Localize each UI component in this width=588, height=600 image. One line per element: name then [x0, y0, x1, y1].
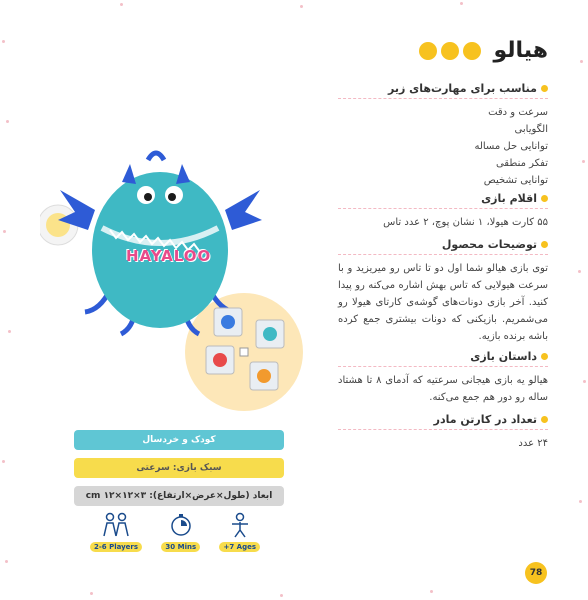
bullet-icon — [541, 416, 548, 423]
edge-dot — [8, 330, 11, 333]
section-heading — [338, 413, 548, 426]
timer-icon — [168, 512, 194, 538]
skills-heading: مناسب برای مهارت‌های زیر — [388, 82, 537, 95]
title-row — [419, 38, 548, 63]
section-heading — [338, 192, 548, 205]
ages-info — [219, 512, 260, 552]
divider — [338, 366, 548, 367]
story-text: هیالو یه بازی هیجانی سرعتیه که آدمای ۸ تا هشتاد ساله رو دور هم جمع می‌کنه. — [338, 375, 549, 403]
description-text: توی بازی هیالو شما اول دو تا تاس رو میریزید و با سرعت هیولایی که تاس بهش اشاره می‌کنه رو پیدا کنید. آخر بازی دونات‌های گوشه‌ی کارتای هیولا رو می‌شمریم. بازیکنی که دونات بیشتری جمع کرده باشه برنده بازیه. — [338, 263, 548, 342]
story-heading: داستان بازی — [470, 350, 537, 363]
story-section — [338, 350, 548, 406]
description-section — [338, 238, 548, 345]
carton-text: ۲۴ عدد — [518, 438, 548, 449]
players-label: 2-6 Players — [90, 542, 142, 552]
edge-dot — [2, 460, 5, 463]
edge-dot — [90, 592, 93, 595]
ages-label: +7 Ages — [219, 542, 260, 552]
edge-dot — [582, 160, 585, 163]
edge-dot — [120, 3, 123, 6]
edge-dot — [430, 590, 433, 593]
divider — [338, 429, 548, 430]
price-tag-image — [40, 205, 78, 245]
game-cards-image — [196, 300, 296, 408]
components-section — [338, 192, 548, 231]
age-group-bar: کودک و خردسال — [74, 430, 284, 450]
wing-right — [225, 190, 262, 230]
list-item: سرعت و دقت — [488, 107, 548, 118]
bullet-icon — [541, 195, 548, 202]
section-heading — [338, 350, 548, 363]
edge-dot — [6, 120, 9, 123]
title-dots-icon — [419, 42, 481, 60]
section-heading — [338, 238, 548, 251]
game-info-icons — [90, 512, 260, 552]
skills-list — [338, 104, 548, 189]
carton-heading: تعداد در کارتن مادر — [433, 413, 537, 426]
components-heading: اقلام بازی — [481, 192, 537, 205]
players-info — [90, 512, 142, 552]
child-icon — [228, 512, 252, 538]
carton-section — [338, 413, 548, 452]
time-info — [161, 512, 200, 552]
section-heading — [338, 82, 548, 95]
edge-dot — [580, 60, 583, 63]
dimensions-bar: ابعاد (طول×عرض×ارتفاع): cm ۱۲×۱۲×۳ — [74, 486, 284, 506]
skills-section — [338, 82, 548, 189]
edge-dot — [578, 270, 581, 273]
edge-dot — [300, 5, 303, 8]
list-item: توانایی تشخیص — [483, 175, 548, 186]
edge-dot — [579, 500, 582, 503]
players-icon — [101, 512, 131, 538]
product-logo: HAYALOO — [126, 247, 212, 265]
divider — [338, 254, 548, 255]
components-text: ۵۵ کارت هیولا، ۱ نشان پوچ، ۲ عدد تاس — [383, 217, 548, 228]
description-heading: توضیحات محصول — [441, 238, 537, 251]
game-style-bar: سبک بازی: سرعتی — [74, 458, 284, 478]
list-item: تفکر منطقی — [495, 158, 548, 169]
edge-dot — [460, 2, 463, 5]
divider — [338, 98, 548, 99]
edge-dot — [2, 40, 5, 43]
bullet-icon — [541, 353, 548, 360]
page-number: 78 — [525, 562, 547, 584]
divider — [338, 208, 548, 209]
page-title: هیالو — [493, 38, 548, 63]
list-item: توانایی حل مساله — [474, 141, 548, 152]
edge-dot — [280, 594, 283, 597]
time-label: 30 Mins — [161, 542, 200, 552]
edge-dot — [5, 560, 8, 563]
list-item: الگویابی — [514, 124, 548, 135]
bullet-icon — [541, 85, 548, 92]
bullet-icon — [541, 241, 548, 248]
edge-dot — [3, 230, 6, 233]
edge-dot — [583, 380, 586, 383]
